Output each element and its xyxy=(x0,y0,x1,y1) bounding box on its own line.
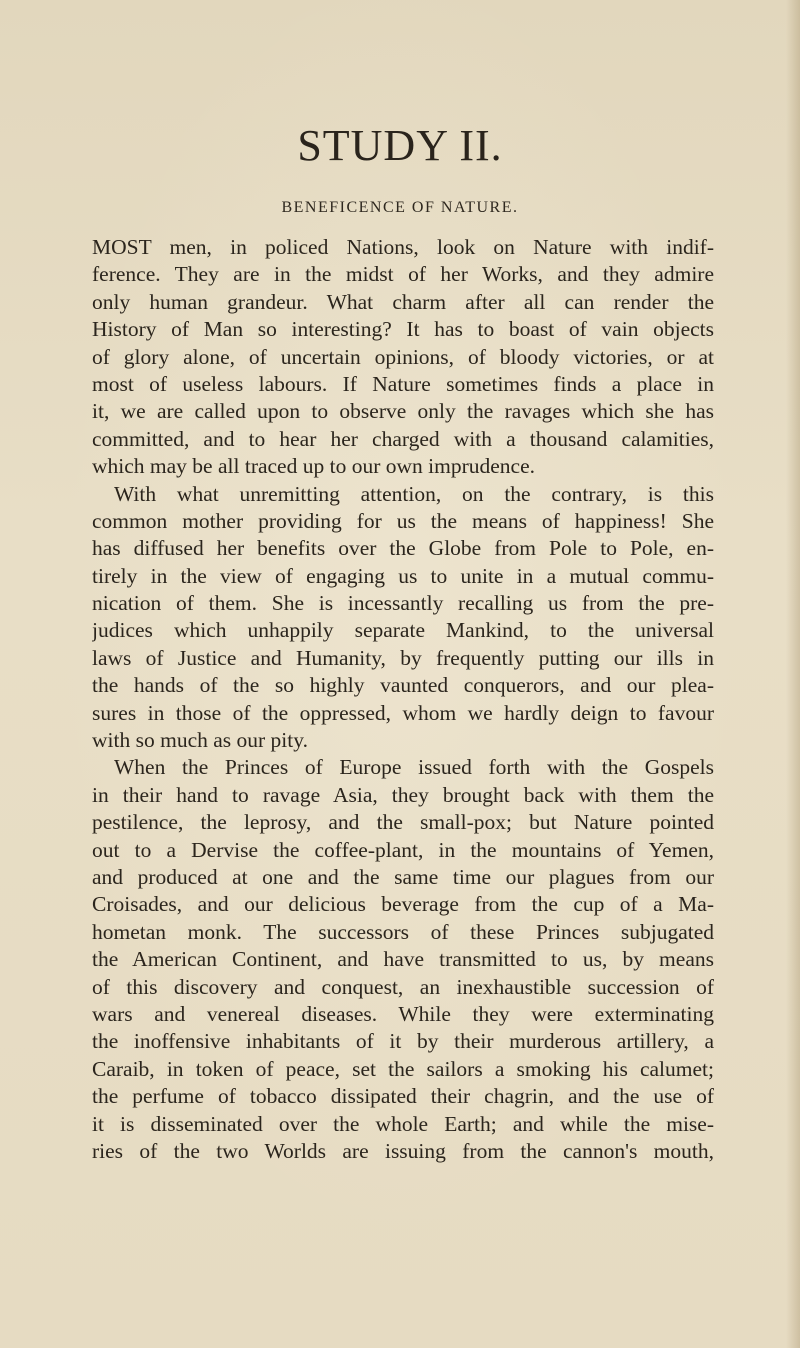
text-line: with so much as our pity. xyxy=(92,728,308,753)
text-line: Caraib, in token of peace, set the sailors a smoking his calumet; xyxy=(92,1056,714,1081)
text-line: the American Continent, and have transmitted to us, by means xyxy=(92,947,714,972)
chapter-title: STUDY II. xyxy=(297,121,503,170)
text-line: committed, and to hear her charged with a thousand calamities, xyxy=(92,426,714,451)
text-line: of glory alone, of uncertain opinions, of bloody victories, or at xyxy=(92,344,714,369)
text-line: common mother providing for us the means of happiness! She xyxy=(92,508,714,533)
text-line: only human grandeur. What charm after all can render the xyxy=(92,289,714,314)
text-line: ference. They are in the midst of her Works, and they admire xyxy=(92,262,714,287)
text-line: Croisades, and our delicious beverage from the cup of a Ma- xyxy=(92,892,714,917)
text-line: in their hand to ravage Asia, they brought back with them the xyxy=(92,782,714,807)
text-line: wars and venereal diseases. While they were exterminating xyxy=(92,1001,714,1026)
text-line: ries of the two Worlds are issuing from the cannon's mouth, xyxy=(92,1138,714,1163)
paragraph-start-line: When the Princes of Europe issued forth with the Gospels xyxy=(114,755,714,780)
text-line: which may be all traced up to our own imprudence. xyxy=(92,454,535,479)
text-line: sures in those of the oppressed, whom we hardly deign to favour xyxy=(92,700,714,725)
text-line: it is disseminated over the whole Earth; and while the mise- xyxy=(92,1111,714,1136)
text-line: judices which unhappily separate Mankind, to the universal xyxy=(92,618,714,643)
text-line: the perfume of tobacco dissipated their chagrin, and the use of xyxy=(92,1084,714,1109)
text-line: most of useless labours. If Nature sometimes finds a place in xyxy=(92,371,714,396)
paragraph-start-line: With what unremitting attention, on the contrary, is this xyxy=(114,481,714,506)
text-line: History of Man so interesting? It has to boast of vain objects xyxy=(92,317,714,342)
text-line: pestilence, the leprosy, and the small-pox; but Nature pointed xyxy=(92,810,714,835)
text-line: has diffused her benefits over the Globe from Pole to Pole, en- xyxy=(92,536,714,561)
body-text xyxy=(92,234,714,1165)
text-line: tirely in the view of engaging us to unite in a mutual commu- xyxy=(92,563,714,588)
text-line: the inoffensive inhabitants of it by their murderous artillery, a xyxy=(92,1029,714,1054)
text-line: the hands of the so highly vaunted conquerors, and our plea- xyxy=(92,673,714,698)
text-line: out to a Dervise the coffee-plant, in the mountains of Yemen, xyxy=(92,837,714,862)
text-line: laws of Justice and Humanity, by frequently putting our ills in xyxy=(92,645,714,670)
text-line: and produced at one and the same time our plagues from our xyxy=(92,864,714,889)
text-line: nication of them. She is incessantly recalling us from the pre- xyxy=(92,591,714,616)
text-line: MOST men, in policed Nations, look on Nature with indif- xyxy=(92,235,714,259)
text-line: hometan monk. The successors of these Princes subjugated xyxy=(92,919,714,944)
text-line: of this discovery and conquest, an inexhaustible succession of xyxy=(92,974,714,999)
chapter-subtitle: BENEFICENCE OF NATURE. xyxy=(281,199,519,216)
text-line: it, we are called upon to observe only the ravages which she has xyxy=(92,399,714,424)
